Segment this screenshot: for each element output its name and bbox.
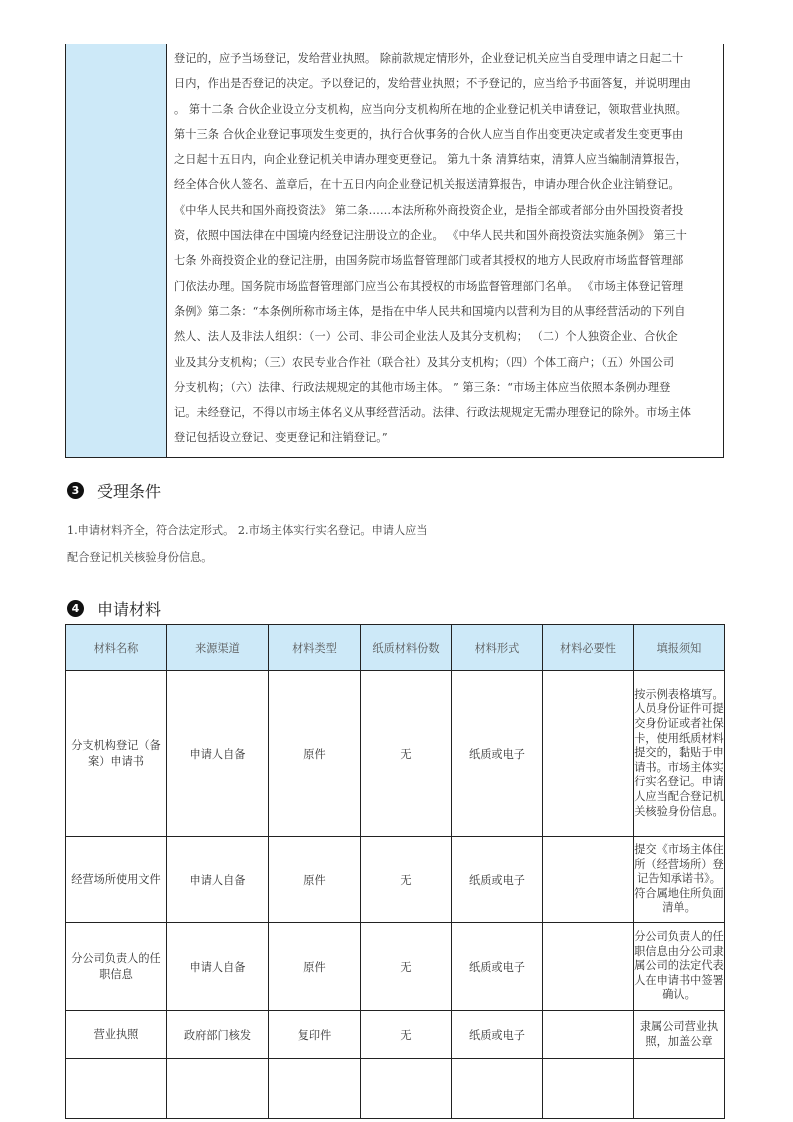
material-type: [269, 1059, 361, 1119]
table-row: [66, 1059, 725, 1119]
basis-line: 门依法办理。国务院市场监督管理部门应当公布其授权的市场监督管理部门名单。 《市场主体登记管理: [174, 279, 684, 293]
section-number-badge: 4: [67, 600, 84, 617]
material-copies: 无: [361, 1011, 452, 1059]
basis-line: 条例》第二条：“本条例所称市场主体，是指在中华人民共和国境内以营利为目的从事经营活动的下列自: [174, 304, 686, 318]
material-necessity: [543, 671, 634, 837]
material-type: 原件: [269, 671, 361, 837]
section-number-badge: 3: [67, 482, 84, 499]
material-name: 分支机构登记（备案）申请书: [66, 671, 167, 837]
material-name: 经营场所使用文件: [66, 837, 167, 923]
column-header: 材料名称: [66, 625, 167, 671]
material-copies: 无: [361, 671, 452, 837]
material-copies: 无: [361, 837, 452, 923]
table-header-row: [66, 625, 725, 671]
basis-line: 记。未经登记，不得以市场主体名义从事经营活动。法律、行政法规规定无需办理登记的除外。市场主体: [174, 406, 691, 420]
column-header: 材料类型: [269, 625, 361, 671]
condition-line: 配合登记机关核验身份信息。: [67, 551, 213, 564]
material-type: 原件: [269, 923, 361, 1011]
material-source: 申请人自备: [167, 671, 269, 837]
column-header: 填报须知: [634, 625, 725, 671]
material-source: 申请人自备: [167, 923, 269, 1011]
basis-line: 登记包括设立登记、变更登记和注销登记。”: [174, 431, 388, 445]
basis-line: 分支机构；（六）法律、行政法规规定的其他市场主体。 ” 第三条：“市场主体应当依照本条例办理登: [174, 380, 671, 394]
material-necessity: [543, 923, 634, 1011]
material-note: 隶属公司营业执照，加盖公章: [634, 1011, 725, 1059]
material-note: 按示例表格填写。人员身份证件可提交身份证或者社保卡，使用纸质材料提交的，黏贴于申请书。市场主体实行实名登记。申请人应当配合登记机关核验身份信息。: [634, 671, 725, 837]
material-necessity: [543, 1059, 634, 1119]
material-type: 复印件: [269, 1011, 361, 1059]
table-row: [66, 671, 725, 837]
material-name: 分公司负责人的任职信息: [66, 923, 167, 1011]
material-type: 原件: [269, 837, 361, 923]
basis-line: 经全体合伙人签名、盖章后，在十五日内向企业登记机关报送清算报告，申请办理合伙企业注销登记。: [174, 178, 680, 192]
basis-line: 七条 外商投资企业的登记注册，由国务院市场监督管理部门或者其授权的地方人民政府市场监督管理部: [174, 254, 684, 268]
material-note: [634, 1059, 725, 1119]
column-header: 材料必要性: [543, 625, 634, 671]
material-source: 申请人自备: [167, 837, 269, 923]
material-name: 营业执照: [66, 1011, 167, 1059]
basis-line: 第十三条 合伙企业登记事项发生变更的，执行合伙事务的合伙人应当自作出变更决定或者发生变更事由: [174, 127, 684, 141]
section-3-heading: [67, 479, 161, 502]
material-form: 纸质或电子: [452, 671, 543, 837]
section-4-heading: [67, 597, 161, 620]
table-row: [66, 923, 725, 1011]
basis-line: 日内，作出是否登记的决定。予以登记的，发给营业执照；不予登记的，应当给予书面答复，并说明理由: [174, 77, 691, 91]
table-row: [66, 1011, 725, 1059]
legal-basis-table: [65, 44, 724, 458]
material-form: [452, 1059, 543, 1119]
basis-line: 业及其分支机构；（三）农民专业合作社（联合社）及其分支机构；（四）个体工商户；（五）外国公司: [174, 355, 675, 369]
material-source: 政府部门核发: [167, 1011, 269, 1059]
column-header: 纸质材料份数: [361, 625, 452, 671]
material-source: [167, 1059, 269, 1119]
basis-line: 资，依照中国法律在中国境内经登记注册设立的企业。 《中华人民共和国外商投资法实施条例》 第三十: [174, 229, 687, 243]
material-note: 分公司负责人的任职信息由分公司隶属公司的法定代表人在申请书中签署确认。: [634, 923, 725, 1011]
material-note: 提交《市场主体住所（经营场所）登记告知承诺书》。符合属地住所负面清单。: [634, 837, 725, 923]
basis-line: 登记的，应予当场登记，发给营业执照。 除前款规定情形外，企业登记机关应当自受理申请之日起二十: [174, 52, 684, 65]
legal-basis-content: [167, 44, 723, 457]
basis-line: 之日起十五日内，向企业登记机关申请办理变更登记。 第九十条 清算结束，清算人应当编制清算报告，: [174, 153, 687, 167]
basis-line: 然人、法人及非法人组织：（一）公司、非公司企业法人及其分支机构； （二）个人独资企业、合伙企: [174, 330, 678, 344]
basis-line: 《中华人民共和国外商投资法》 第二条……本法所称外商投资企业，是指全部或者部分由外国投资者投: [174, 203, 684, 217]
condition-line: 1.申请材料齐全，符合法定形式。 2.市场主体实行实名登记。申请人应当: [67, 524, 428, 537]
basis-line: 。 第十二条 合伙企业设立分支机构，应当向分支机构所在地的企业登记机关申请登记，领取营业执照。: [174, 102, 687, 116]
section-title: 申请材料: [97, 600, 162, 619]
material-copies: 无: [361, 923, 452, 1011]
section-title: 受理条件: [97, 482, 162, 501]
material-necessity: [543, 1011, 634, 1059]
material-form: 纸质或电子: [452, 923, 543, 1011]
table-row: [66, 837, 725, 923]
material-name: [66, 1059, 167, 1119]
material-form: 纸质或电子: [452, 837, 543, 923]
material-copies: [361, 1059, 452, 1119]
material-form: 纸质或电子: [452, 1011, 543, 1059]
material-necessity: [543, 837, 634, 923]
materials-table: [65, 624, 725, 1119]
acceptance-conditions-text: [67, 517, 428, 571]
legal-basis-label-cell: [66, 44, 167, 457]
column-header: 材料形式: [452, 625, 543, 671]
column-header: 来源渠道: [167, 625, 269, 671]
